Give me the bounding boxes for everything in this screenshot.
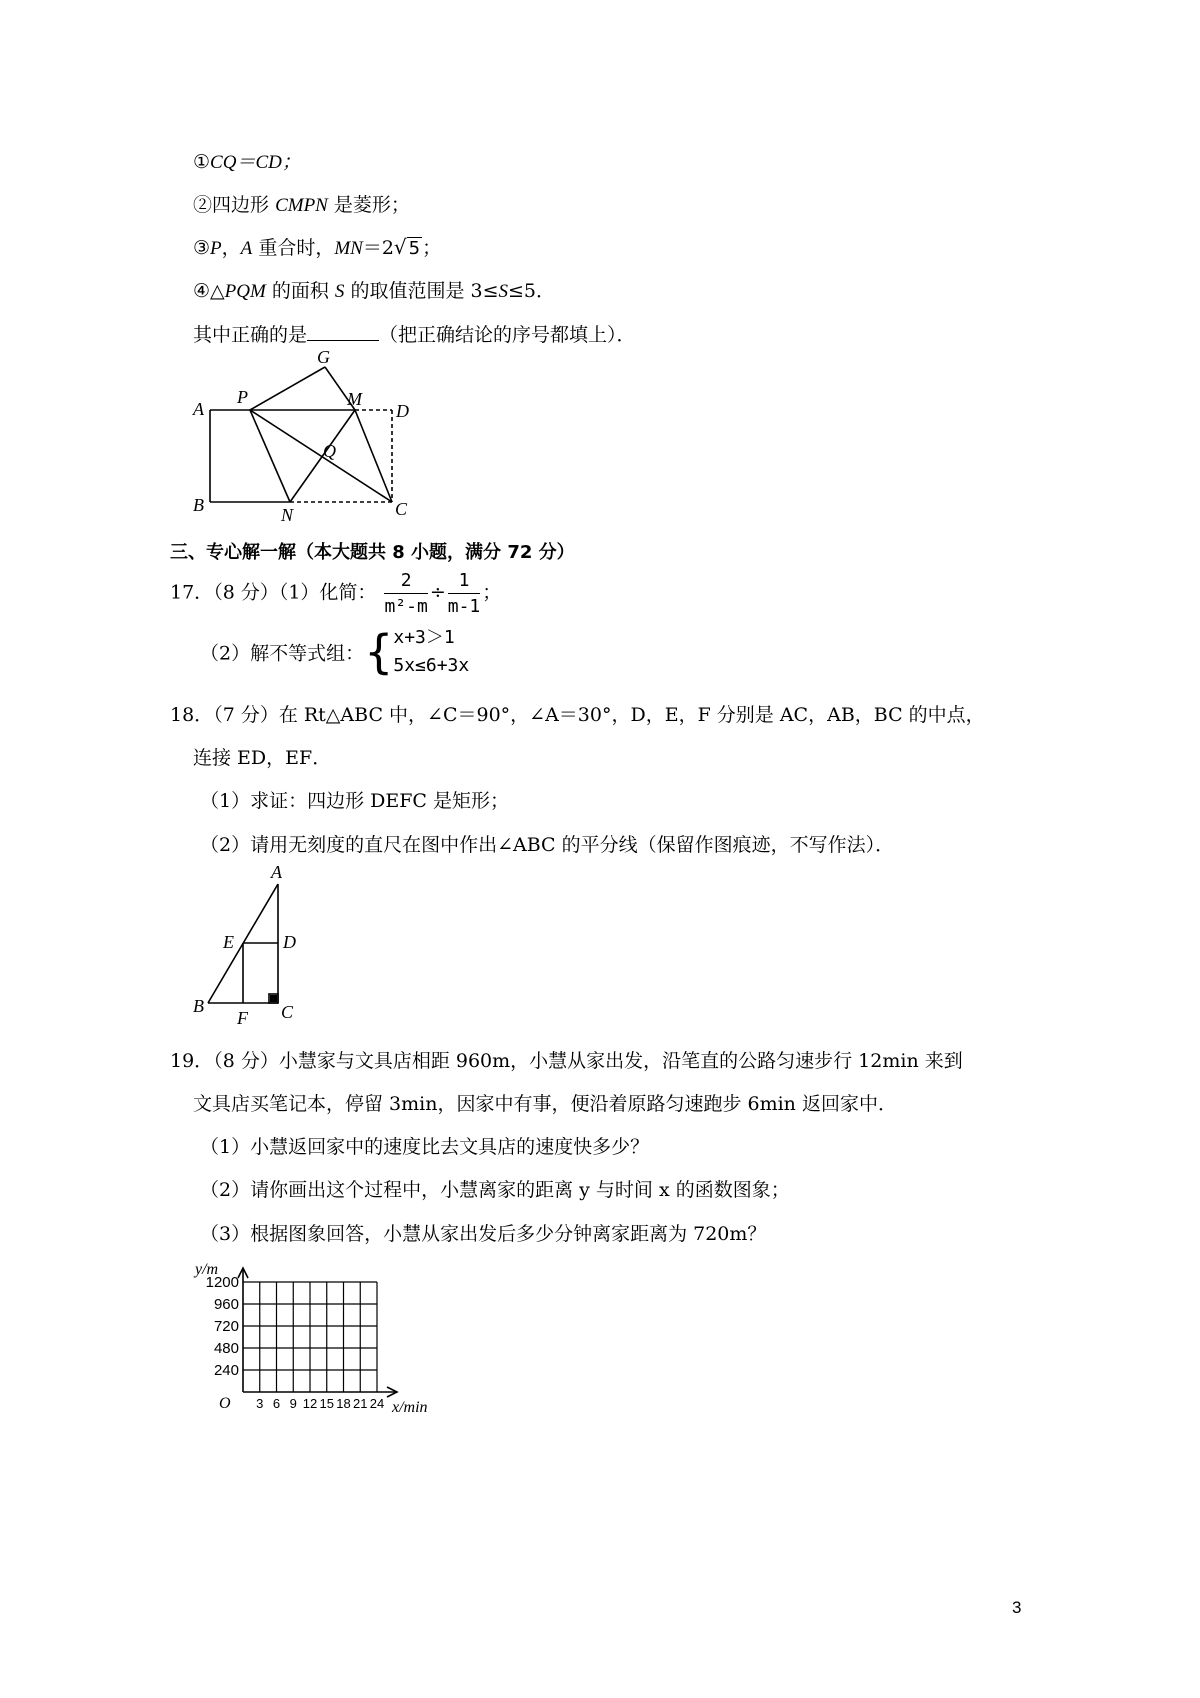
q18-part2: （2）请用无刻度的直尺在图中作出∠ABC 的平分线（保留作图痕迹，不写作法）． <box>200 834 895 856</box>
answer-blank[interactable] <box>307 322 379 341</box>
sqrt-radicand: 5 <box>408 238 421 259</box>
q19-line1: 19．（8 分）小慧家与文具店相距 960m，小慧从家出发，沿笔直的公路匀速步行 12min 来到 <box>170 1050 963 1072</box>
statement-4: ④△PQM 的面积 S 的取值范围是 3≤S≤5． <box>193 280 556 302</box>
statement-1: ①CQ＝CD； <box>193 151 301 173</box>
label-N: N <box>281 505 294 525</box>
y-tick-label: 480 <box>213 1340 239 1357</box>
inequality-system: x+3＞1 5x≤6+3x <box>393 627 470 676</box>
q19-part3: （3）根据图象回答，小慧从家出发后多少分钟离家距离为 720m？ <box>200 1223 767 1245</box>
label-P: P <box>237 387 248 407</box>
x-tick-label: 6 <box>272 1396 281 1411</box>
q18-part1: （1）求证：四边形 DEFC 是矩形； <box>200 790 509 812</box>
label-M: M <box>347 389 362 409</box>
label-A: A <box>271 862 282 882</box>
q18-line1: 18．（7 分）在 Rt△ABC 中，∠C＝90°，∠A＝30°，D，E，F 分别是 AC，AB，BC 的中点， <box>170 704 985 726</box>
origin-label: O <box>219 1395 231 1412</box>
q17-part2: （2）解不等式组：{ x+3＞1 5x≤6+3x <box>200 625 470 679</box>
y-tick-label: 960 <box>213 1296 239 1313</box>
label-F: F <box>237 1008 248 1028</box>
answer-prompt: 其中正确的是 （把正确结论的序号都填上）． <box>193 324 636 346</box>
label-A: A <box>193 399 204 419</box>
function-graph-grid <box>185 1262 445 1422</box>
system-brace: { <box>364 625 394 679</box>
x-tick-label: 15 <box>319 1396 334 1411</box>
label-D: D <box>396 401 409 421</box>
x-tick-label: 21 <box>353 1396 368 1411</box>
x-tick-label: 3 <box>256 1396 264 1411</box>
label-B: B <box>193 996 204 1016</box>
page-number: 3 <box>1012 1598 1022 1617</box>
statement-2: ②四边形 CMPN 是菱形； <box>193 194 410 216</box>
x-tick-label: 24 <box>369 1396 385 1411</box>
y-tick-label: 1200 <box>205 1274 239 1291</box>
x-tick-label: 9 <box>289 1396 297 1411</box>
x-axis-label: x/min <box>392 1399 428 1416</box>
q19-part2: （2）请你画出这个过程中，小慧离家的距离 y 与时间 x 的函数图象； <box>200 1179 790 1201</box>
q19-part1: （1）小慧返回家中的速度比去文具店的速度快多少？ <box>200 1136 650 1158</box>
label-Q: Q <box>323 441 336 461</box>
fraction-2: $\frac{1}{m-1}$ <box>447 570 481 617</box>
label-B: B <box>193 495 204 515</box>
q17-part1: 17．（8 分）（1）化简： $\frac{2}{\text{m²-m}}$ ÷ $\frac{1}{m-1}$ ； <box>170 570 502 617</box>
statement-3: ③P，A 重合时，MN＝2√ 5 ； <box>193 235 442 259</box>
rectangle-fold-figure <box>185 345 425 525</box>
fraction-1: $\frac{2}{\text{m²-m}}$ <box>384 570 428 617</box>
y-tick-label: 720 <box>213 1318 239 1335</box>
label-E: E <box>223 932 234 952</box>
q19-line2: 文具店买笔记本，停留 3min，因家中有事，便沿着原路匀速跑步 6min 返回家中． <box>193 1093 897 1115</box>
y-tick-label: 240 <box>213 1362 239 1379</box>
section-3-title: 三、专心解一解（本大题共 8 小题，满分 72 分） <box>170 542 575 563</box>
right-triangle-figure <box>185 860 315 1030</box>
label-C: C <box>281 1002 294 1022</box>
y-axis-label: y/m <box>195 1262 219 1278</box>
q18-line2: 连接 ED，EF． <box>193 747 332 769</box>
x-tick-label: 12 <box>302 1396 318 1411</box>
label-D: D <box>283 932 296 952</box>
label-G: G <box>317 347 330 367</box>
label-C: C <box>395 499 408 519</box>
x-tick-label: 18 <box>336 1396 351 1411</box>
